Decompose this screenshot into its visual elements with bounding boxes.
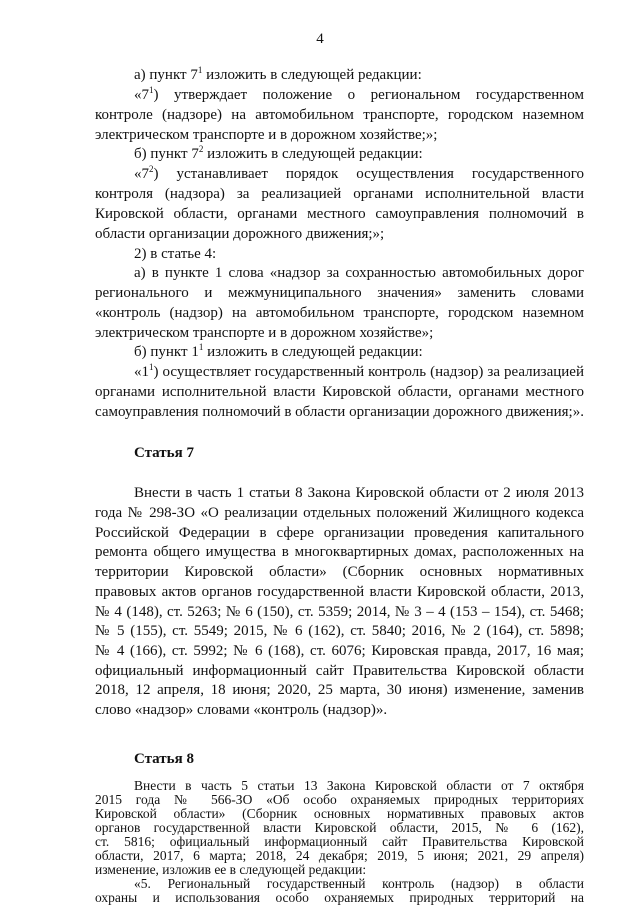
article-7-line: правовых актов органов государственной власти Кировской области, 2013,	[95, 584, 584, 600]
article-8-heading: Статья 8	[134, 751, 194, 767]
item-2b: б) пункт $1^1$ изложить в следующей редакции:	[134, 342, 423, 360]
pt7-2-line-1: «$7^2$) устанавливает порядок осуществления государственного	[134, 164, 584, 182]
article-7-line: Российской Федерации в сфере организации проведения капитального	[95, 525, 584, 541]
pt7-2-line-4: области организации дорожного движения;»;	[95, 226, 385, 242]
article-8-line: охраны и использования особо охраняемых природных территорий на	[95, 890, 584, 905]
page-number: 4	[316, 31, 324, 47]
article-7-line: Внести в часть 1 статьи 8 Закона Кировской области от 2 июля 2013	[134, 485, 584, 501]
article-8-line: ст. 5816; официальный информационный сайт Правительства Кировской	[95, 834, 584, 849]
item-2a-line-1: а) в пункте 1 слова «надзор за сохранностью автомобильных дорог	[134, 265, 584, 281]
pt7-1-line-3: электрическом транспорте и в дорожном хозяйстве;»;	[95, 127, 438, 143]
article-7-line: 2018, 12 апреля, 18 июня; 2020, 25 марта, 30 июня) изменение, заменив	[95, 682, 584, 698]
article-7-heading: Статья 7	[134, 445, 194, 461]
pt1-1-line-3: самоуправления полномочий в области организации дорожного движения;».	[95, 404, 584, 420]
article-8-line: 2015 года № 566-ЗО «Об особо охраняемых природных территориях	[95, 792, 584, 807]
article-8-line: Внести в часть 5 статьи 13 Закона Кировской области от 7 октября	[134, 778, 584, 793]
article-7-line: № 4 (148), ст. 5263; № 6 (150), ст. 5359; 2014, № 3 – 4 (153 – 154), ст. 5468;	[95, 604, 584, 620]
pt7-1-line-2: контроле (надзоре) на автомобильном транспорте, городском наземном	[95, 107, 584, 123]
pt7-1-line-1: «$7^1$) утверждает положение о региональном государственном	[134, 85, 584, 103]
item-a-pt7-1: а) пункт $7^1$ изложить в следующей редакции:	[134, 65, 422, 83]
article-7-line: № 5 (155), ст. 5549; 2015, № 6 (162), ст. 5840; 2016, № 2 (164), ст. 5898;	[95, 623, 584, 639]
article-7-line: территории Кировской области» (Сборник основных нормативных	[95, 564, 584, 580]
item-b-pt7-2: б) пункт $7^2$ изложить в следующей редакции:	[134, 144, 423, 162]
article-7-line: ремонта общего имущества в многоквартирных домах, расположенных на	[95, 544, 584, 560]
pt7-2-line-2: контроля (надзора) за реализацией органами исполнительной власти	[95, 186, 584, 202]
article-7-line: года № 298-ЗО «О реализации отдельных положений Жилищного кодекса	[95, 505, 584, 521]
item-2a-line-4: электрическом транспорте и в дорожном хозяйстве»;	[95, 325, 434, 341]
article-8-line: изменение, изложив ее в следующей редакции:	[95, 862, 367, 877]
pt1-1-line-1: «$1^1$) осуществляет государственный контроль (надзор) за реализацией	[134, 362, 584, 380]
article-8-line: органов государственной власти Кировской области, 2015, № 6 (162),	[95, 820, 584, 835]
pt1-1-line-2: органами исполнительной власти Кировской области, органами местного	[95, 384, 584, 400]
article-7-line: официальный информационный сайт Правительства Кировской области	[95, 663, 584, 679]
item-2a-line-2: регионального и межмуниципального значения» заменить словами	[95, 285, 584, 301]
article-7-line: № 4 (166), ст. 5992; № 6 (168), ст. 6076; Кировская правда, 2017, 16 мая;	[95, 643, 584, 659]
item-2: 2) в статье 4:	[134, 246, 217, 262]
item-2a-line-3: «контроль (надзор) на автомобильном транспорте, городском наземном	[95, 305, 584, 321]
article-8-line: «5. Региональный государственный контроль (надзор) в области	[134, 876, 584, 891]
article-7-line: слово «надзор» словами «контроль (надзор)».	[95, 702, 388, 718]
article-8-line: Кировской области» (Сборник основных нормативных правовых актов	[95, 806, 584, 821]
pt7-2-line-3: Кировской области, органами местного самоуправления полномочий в	[95, 206, 584, 222]
article-8-line: области, 2017, 6 марта; 2018, 24 декабря; 2019, 5 июня; 2021, 29 апреля)	[95, 848, 584, 863]
